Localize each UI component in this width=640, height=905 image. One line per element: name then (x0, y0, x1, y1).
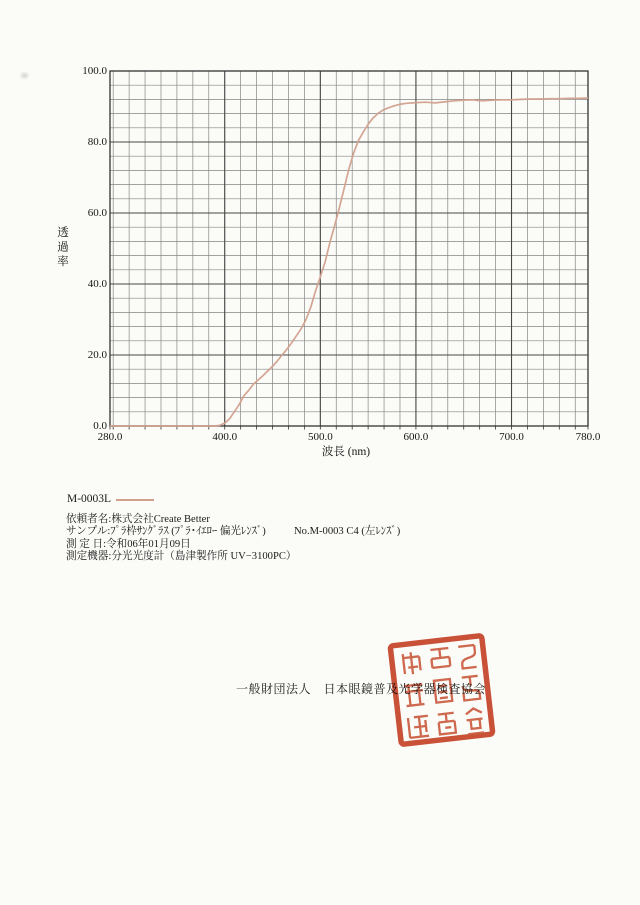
x-tick-label: 400.0 (212, 431, 238, 443)
y-tick-label: 60.0 (87, 207, 107, 219)
x-tick-label: 600.0 (403, 431, 429, 443)
approval-seal-stamp (385, 631, 498, 750)
plot-frame (110, 71, 588, 426)
x-tick-label: 700.0 (499, 431, 524, 443)
y-axis-title: 透過率 (56, 226, 68, 270)
y-tick-label: 0.0 (93, 420, 107, 432)
y-tick-label: 80.0 (87, 136, 107, 148)
info-client-line: 依頼者名:株式会社Create Better (66, 514, 210, 525)
series-curve-M-0003L (110, 98, 588, 426)
legend-series-label: M-0003L (67, 493, 112, 505)
info-sample-number: No.M-0003 C4 (左ﾚﾝｽﾞ) (294, 526, 401, 538)
seal-graphic (385, 631, 498, 750)
info-sample-text: サンプル:ﾌﾟﾗ枠ｻﾝｸﾞﾗｽ (ﾌﾟﾗ･ｲｴﾛｰ 偏光ﾚﾝｽﾞ) (66, 526, 266, 538)
x-tick-label: 280.0 (97, 431, 123, 443)
info-sample-line (66, 526, 401, 538)
info-date-line: 測 定 日:令和06年01月09日 (66, 538, 191, 550)
y-tick-label: 100.0 (82, 65, 107, 77)
x-tick-label: 500.0 (307, 431, 333, 443)
y-tick-label: 20.0 (87, 349, 107, 361)
info-block (66, 514, 401, 563)
x-tick-label: 780.0 (575, 431, 601, 443)
organization-name: 一般財団法人 日本眼鏡普及光学器検査協会 (236, 682, 487, 696)
y-tick-label: 40.0 (87, 278, 107, 290)
x-axis-title: 波長 (nm) (321, 446, 371, 458)
legend-line-swatch (116, 499, 154, 501)
legend (67, 493, 154, 505)
info-instrument-line: 測定機器:分光光度計（島津製作所 UV−3100PC） (66, 550, 297, 562)
